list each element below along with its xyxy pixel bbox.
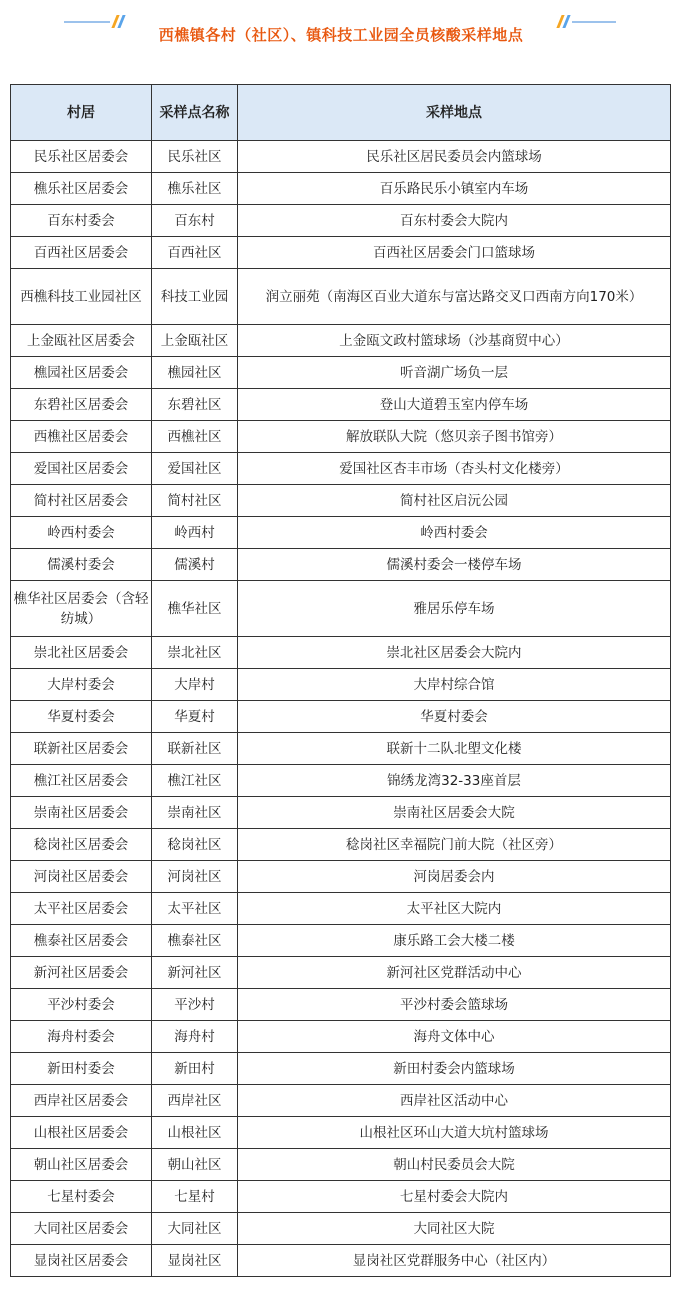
- cell-site-location: 登山大道碧玉室内停车场: [238, 389, 671, 421]
- table-row: [11, 1149, 671, 1181]
- cell-site-name: 西樵社区: [152, 421, 238, 453]
- cell-village: 平沙村委会: [11, 989, 152, 1021]
- cell-site-location: 百东村委会大院内: [238, 205, 671, 237]
- cell-site-name: 儒溪村: [152, 549, 238, 581]
- table-header-row: [11, 85, 671, 141]
- cell-site-location: 平沙村委会篮球场: [238, 989, 671, 1021]
- page-title: 西樵镇各村（社区）、镇科技工业园全员核酸采样地点: [158, 26, 524, 44]
- table-row: [11, 957, 671, 989]
- cell-village: 七星村委会: [11, 1181, 152, 1213]
- header-site-name: 采样点名称: [152, 85, 238, 141]
- table-row: [11, 765, 671, 797]
- cell-village: 西岸社区居委会: [11, 1085, 152, 1117]
- cell-site-name: 七星村: [152, 1181, 238, 1213]
- cell-site-name: 樵园社区: [152, 357, 238, 389]
- cell-site-name: 东碧社区: [152, 389, 238, 421]
- table-row: [11, 205, 671, 237]
- cell-site-name: 樵乐社区: [152, 173, 238, 205]
- cell-site-name: 显岗社区: [152, 1245, 238, 1277]
- cell-village: 显岗社区居委会: [11, 1245, 152, 1277]
- cell-village: 岭西村委会: [11, 517, 152, 549]
- cell-site-name: 西岸社区: [152, 1085, 238, 1117]
- cell-site-location: 大同社区大院: [238, 1213, 671, 1245]
- cell-site-location: 爱国社区杏丰市场（杏头村文化楼旁）: [238, 453, 671, 485]
- cell-site-location: 朝山村民委员会大院: [238, 1149, 671, 1181]
- cell-site-name: 大岸村: [152, 669, 238, 701]
- cell-village: 西樵社区居委会: [11, 421, 152, 453]
- cell-site-name: 岭西村: [152, 517, 238, 549]
- cell-village: 山根社区居委会: [11, 1117, 152, 1149]
- cell-site-location: 康乐路工会大楼二楼: [238, 925, 671, 957]
- cell-site-name: 新河社区: [152, 957, 238, 989]
- cell-village: 上金瓯社区居委会: [11, 325, 152, 357]
- cell-site-location: 太平社区大院内: [238, 893, 671, 925]
- cell-site-name: 樵华社区: [152, 581, 238, 637]
- cell-site-name: 河岗社区: [152, 861, 238, 893]
- header-site-location: 采样地点: [238, 85, 671, 141]
- cell-site-location: 解放联队大院（悠贝亲子图书馆旁）: [238, 421, 671, 453]
- cell-site-location: 百西社区居委会门口篮球场: [238, 237, 671, 269]
- table-row: [11, 637, 671, 669]
- cell-site-name: 大同社区: [152, 1213, 238, 1245]
- cell-village: 稔岗社区居委会: [11, 829, 152, 861]
- cell-village: 东碧社区居委会: [11, 389, 152, 421]
- cell-site-location: 雅居乐停车场: [238, 581, 671, 637]
- cell-village: 崇南社区居委会: [11, 797, 152, 829]
- table-row: [11, 237, 671, 269]
- cell-site-location: 河岗居委会内: [238, 861, 671, 893]
- table-row: [11, 1021, 671, 1053]
- table-row: [11, 893, 671, 925]
- cell-village: 爱国社区居委会: [11, 453, 152, 485]
- cell-site-location: 听音湖广场负一层: [238, 357, 671, 389]
- table-row: [11, 1181, 671, 1213]
- cell-site-name: 民乐社区: [152, 141, 238, 173]
- table-row: [11, 797, 671, 829]
- header-village: 村居: [11, 85, 152, 141]
- table-row: [11, 421, 671, 453]
- cell-village: 西樵科技工业园社区: [11, 269, 152, 325]
- cell-site-location: 联新十二队北塱文化楼: [238, 733, 671, 765]
- cell-site-location: 上金瓯文政村篮球场（沙基商贸中心）: [238, 325, 671, 357]
- cell-site-name: 爱国社区: [152, 453, 238, 485]
- cell-site-location: 简村社区启沅公园: [238, 485, 671, 517]
- table-row: [11, 701, 671, 733]
- table-row: [11, 389, 671, 421]
- table-row: [11, 173, 671, 205]
- cell-site-name: 科技工业园: [152, 269, 238, 325]
- cell-site-location: 西岸社区活动中心: [238, 1085, 671, 1117]
- table-row: [11, 581, 671, 637]
- table-row: [11, 989, 671, 1021]
- title-deco-line-right: [572, 21, 616, 23]
- cell-site-location: 大岸村综合馆: [238, 669, 671, 701]
- cell-site-name: 稔岗社区: [152, 829, 238, 861]
- cell-village: 樵华社区居委会（含轻纺城）: [11, 581, 152, 637]
- cell-site-name: 山根社区: [152, 1117, 238, 1149]
- table-row: [11, 1085, 671, 1117]
- cell-site-name: 简村社区: [152, 485, 238, 517]
- table-row: [11, 733, 671, 765]
- cell-site-name: 崇南社区: [152, 797, 238, 829]
- cell-site-location: 山根社区环山大道大坑村篮球场: [238, 1117, 671, 1149]
- cell-village: 民乐社区居委会: [11, 141, 152, 173]
- cell-site-name: 百西社区: [152, 237, 238, 269]
- cell-site-location: 润立丽苑（南海区百业大道东与富达路交叉口西南方向170米）: [238, 269, 671, 325]
- cell-village: 樵园社区居委会: [11, 357, 152, 389]
- cell-village: 百东村委会: [11, 205, 152, 237]
- table-row: [11, 1117, 671, 1149]
- cell-village: 海舟村委会: [11, 1021, 152, 1053]
- table-row: [11, 861, 671, 893]
- cell-village: 百西社区居委会: [11, 237, 152, 269]
- cell-site-location: 崇南社区居委会大院: [238, 797, 671, 829]
- cell-village: 太平社区居委会: [11, 893, 152, 925]
- table-row: [11, 357, 671, 389]
- cell-site-name: 海舟村: [152, 1021, 238, 1053]
- cell-village: 联新社区居委会: [11, 733, 152, 765]
- cell-village: 新田村委会: [11, 1053, 152, 1085]
- cell-site-location: 七星村委会大院内: [238, 1181, 671, 1213]
- cell-village: 樵乐社区居委会: [11, 173, 152, 205]
- cell-site-name: 上金瓯社区: [152, 325, 238, 357]
- cell-site-location: 崇北社区居委会大院内: [238, 637, 671, 669]
- cell-site-location: 民乐社区居民委员会内篮球场: [238, 141, 671, 173]
- title-deco-line-left: [64, 21, 110, 23]
- cell-site-name: 联新社区: [152, 733, 238, 765]
- title-bar: [0, 14, 682, 54]
- table-row: [11, 549, 671, 581]
- cell-village: 大岸村委会: [11, 669, 152, 701]
- cell-site-name: 朝山社区: [152, 1149, 238, 1181]
- cell-site-location: 海舟文体中心: [238, 1021, 671, 1053]
- cell-site-name: 樵江社区: [152, 765, 238, 797]
- table-row: [11, 517, 671, 549]
- cell-village: 新河社区居委会: [11, 957, 152, 989]
- table-row: [11, 1245, 671, 1277]
- cell-village: 樵泰社区居委会: [11, 925, 152, 957]
- cell-site-name: 崇北社区: [152, 637, 238, 669]
- cell-site-location: 新田村委会内篮球场: [238, 1053, 671, 1085]
- cell-site-location: 锦绣龙湾32-33座首层: [238, 765, 671, 797]
- table-row: [11, 669, 671, 701]
- cell-site-location: 稔岗社区幸福院门前大院（社区旁）: [238, 829, 671, 861]
- table-row: [11, 453, 671, 485]
- cell-village: 华夏村委会: [11, 701, 152, 733]
- cell-village: 崇北社区居委会: [11, 637, 152, 669]
- sampling-sites-table: [10, 84, 671, 1277]
- cell-site-name: 樵泰社区: [152, 925, 238, 957]
- cell-site-location: 儒溪村委会一楼停车场: [238, 549, 671, 581]
- table-row: [11, 829, 671, 861]
- cell-village: 大同社区居委会: [11, 1213, 152, 1245]
- cell-site-name: 百东村: [152, 205, 238, 237]
- cell-site-name: 平沙村: [152, 989, 238, 1021]
- cell-site-name: 新田村: [152, 1053, 238, 1085]
- cell-village: 儒溪村委会: [11, 549, 152, 581]
- cell-site-location: 华夏村委会: [238, 701, 671, 733]
- table-row: [11, 269, 671, 325]
- table-row: [11, 1213, 671, 1245]
- cell-site-location: 百乐路民乐小镇室内车场: [238, 173, 671, 205]
- table-row: [11, 1053, 671, 1085]
- cell-village: 河岗社区居委会: [11, 861, 152, 893]
- cell-site-name: 太平社区: [152, 893, 238, 925]
- cell-village: 樵江社区居委会: [11, 765, 152, 797]
- table-row: [11, 925, 671, 957]
- cell-village: 简村社区居委会: [11, 485, 152, 517]
- cell-site-name: 华夏村: [152, 701, 238, 733]
- cell-site-location: 岭西村委会: [238, 517, 671, 549]
- table-row: [11, 325, 671, 357]
- table-row: [11, 141, 671, 173]
- cell-site-location: 新河社区党群活动中心: [238, 957, 671, 989]
- cell-village: 朝山社区居委会: [11, 1149, 152, 1181]
- cell-site-location: 显岗社区党群服务中心（社区内）: [238, 1245, 671, 1277]
- table-row: [11, 485, 671, 517]
